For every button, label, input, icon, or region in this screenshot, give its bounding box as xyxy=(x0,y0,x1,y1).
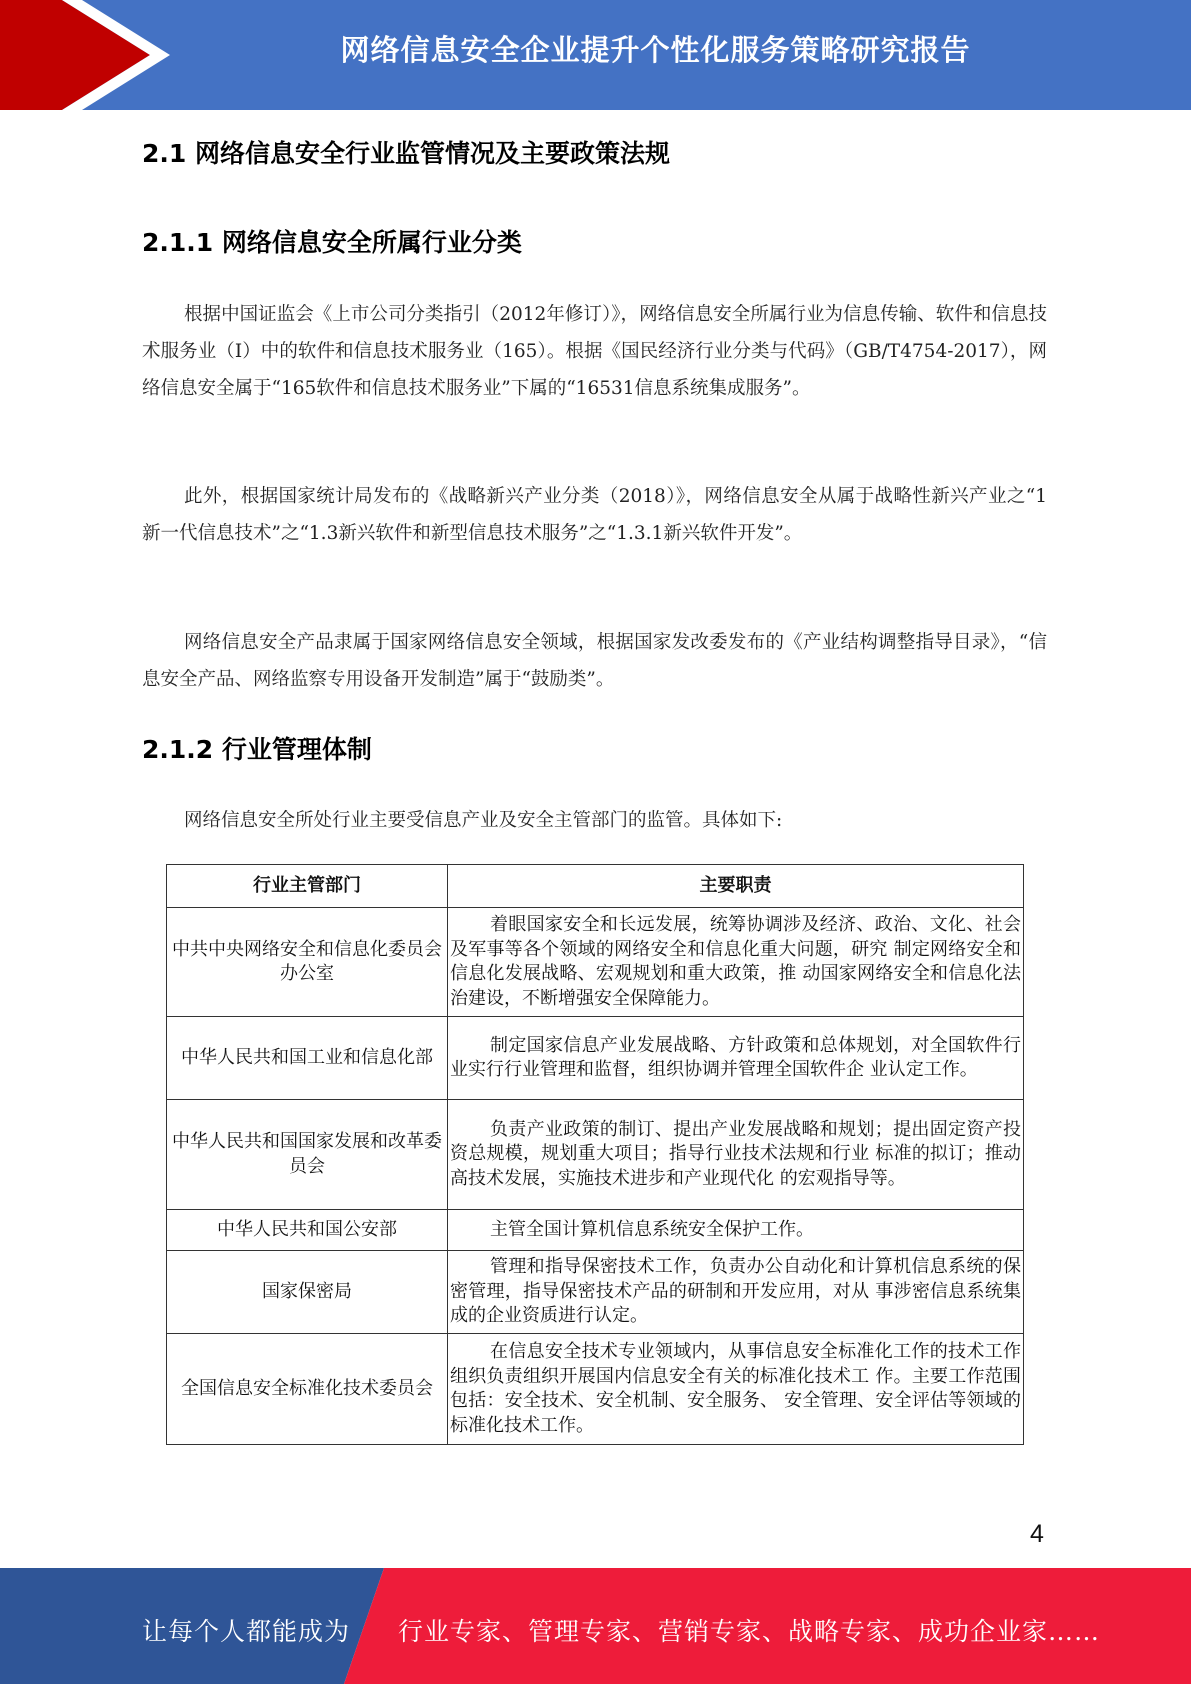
table-row xyxy=(167,1017,1024,1100)
department-cell: 中华人民共和国公安部 xyxy=(167,1210,448,1251)
table-row xyxy=(167,1100,1024,1210)
paragraph-management-intro: 网络信息安全所处行业主要受信息产业及安全主管部门的监管。具体如下: xyxy=(184,810,783,831)
duty-cell: 在信息安全技术专业领域内，从事信息安全标准化工作的技术工作组织负责组织开展国内信息安全有关的标准化技术工 作。主要工作范围包括：安全技术、安全机制、安全服务、 安全管理、安全评估等领域的标准化技术工作。 xyxy=(448,1334,1024,1445)
table-row xyxy=(167,908,1024,1017)
duty-cell: 着眼国家安全和长远发展，统筹协调涉及经济、政治、文化、社会及军事等各个领域的网络安全和信息化重大问题，研究 制定网络安全和信息化发展战略、宏观规划和重大政策，推 动国家网络安全和信息化法治建设，不断增强安全保障能力。 xyxy=(448,908,1024,1017)
page-header xyxy=(0,0,1191,110)
section-2-1-1-heading: 2.1.1 网络信息安全所属行业分类 xyxy=(142,228,522,257)
page-number: 4 xyxy=(1030,1520,1044,1548)
report-title: 网络信息安全企业提升个性化服务策略研究报告 xyxy=(340,33,971,67)
table-row xyxy=(167,1210,1024,1251)
column-header-department: 行业主管部门 xyxy=(167,865,448,908)
duty-cell: 管理和指导保密技术工作，负责办公自动化和计算机信息系统的保密管理，指导保密技术产品的研制和开发应用，对从 事涉密信息系统集成的企业资质进行认定。 xyxy=(448,1251,1024,1334)
department-cell: 中华人民共和国国家发展和改革委员会 xyxy=(167,1100,448,1210)
department-cell: 中华人民共和国工业和信息化部 xyxy=(167,1017,448,1100)
department-cell: 全国信息安全标准化技术委员会 xyxy=(167,1334,448,1445)
paragraph-industry-classification: 根据中国证监会《上市公司分类指引（2012年修订）》，网络信息安全所属行业为信息传输、软件和信息技术服务业（I）中的软件和信息技术服务业（165）。根据《国民经济行业分类与代码》（GB/T4754-2017），网络信息安全属于“165软件和信息技术服务业”下属的“16531信息系统集成服务”。 xyxy=(142,304,1047,399)
footer-slogan-left: 让每个人都能成为 xyxy=(142,1617,351,1646)
paragraph-strategic-industry: 此外，根据国家统计局发布的《战略新兴产业分类（2018）》，网络信息安全从属于战略性新兴产业之“1新一代信息技术”之“1.3新兴软件和新型信息技术服务”之“1.3.1新兴软件开发”。 xyxy=(142,486,1047,544)
duty-cell: 负责产业政策的制订、提出产业发展战略和规划；提出固定资产投资总规模，规划重大项目；指导行业技术法规和行业 标准的拟订；推动高技术发展，实施技术进步和产业现代化 的宏观指导等。 xyxy=(448,1100,1024,1210)
duty-cell: 主管全国计算机信息系统安全保护工作。 xyxy=(448,1210,1024,1251)
paragraph-encouraged-category: 网络信息安全产品隶属于国家网络信息安全领域，根据国家发改委发布的《产业结构调整指导目录》，“信息安全产品、网络监察专用设备开发制造”属于“鼓励类”。 xyxy=(142,632,1047,690)
table-header-row xyxy=(167,865,1024,908)
section-2-1-heading: 2.1 网络信息安全行业监管情况及主要政策法规 xyxy=(142,139,670,168)
footer-slogan-right: 行业专家、管理专家、营销专家、战略专家、成功企业家…… xyxy=(398,1617,1101,1646)
table-row xyxy=(167,1251,1024,1334)
department-cell: 国家保密局 xyxy=(167,1251,448,1334)
department-cell: 中共中央网络安全和信息化委员会办公室 xyxy=(167,908,448,1017)
table-row xyxy=(167,1334,1024,1445)
duty-cell: 制定国家信息产业发展战略、方针政策和总体规划，对全国软件行业实行行业管理和监督，组织协调并管理全国软件企 业认定工作。 xyxy=(448,1017,1024,1100)
regulator-table xyxy=(166,864,1024,1445)
section-2-1-2-heading: 2.1.2 行业管理体制 xyxy=(142,735,372,764)
page-footer xyxy=(0,1568,1191,1684)
column-header-duties: 主要职责 xyxy=(448,865,1024,908)
